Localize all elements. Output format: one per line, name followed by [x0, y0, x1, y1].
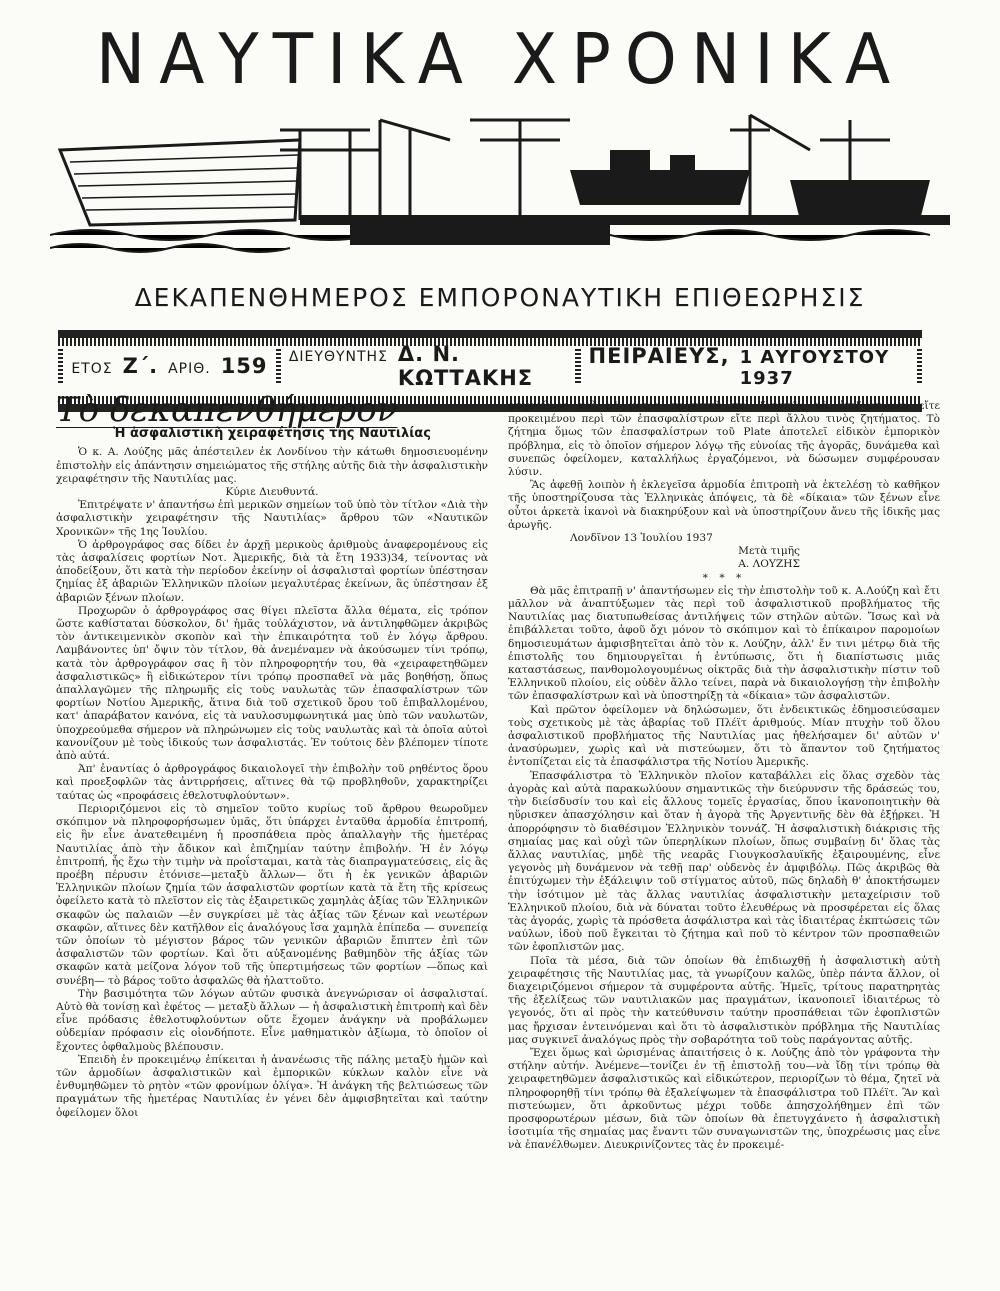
left-column	[56, 390, 488, 1120]
paragraph: Ἐπειδὴ ἐν προκειμένῳ ἐπίκειται ἡ ἀνανέωσις τῆς πάλης μεταξὺ ἡμῶν καὶ τῶν ἁρμοδίων ἀσφαλιστικῶν καὶ ἐμπορικῶν κύκλων καλὸν εἶνε νὰ ἐνθυμηθῶμεν τὸ ρητὸν «τῶν φρονίμων ὀλίγα». Ἡ ἀνάγκη τῆς βελτιώσεως τῶν πραγμάτων τῆς ἡμετέρας Ναυτιλίας ἐν γένει δὲν ἀμφισβητεῖται καὶ ταύτην ὀφείλομεν ὅλοι	[56, 1053, 488, 1119]
paragraph: Τὴν βασιμότητα τῶν λόγων αὐτῶν φυσικὰ ἀνεγνώρισαν οἱ ἀσφαλισταί. Αὐτὸ θὰ τονίσῃ καὶ ἐφέτος — μεταξὺ ἄλλων — ἡ ἀσφαλιστικὴ ἐπιτροπὴ καὶ δὲν εἶνε πρόδασις ἐθελοτυφλούντων οὔτε ἔχομεν ἀνάγκην νὰ προβάλωμεν οὐδεμίαν πρόφασιν εἰς οἱονδήποτε. Εἶνε μαθηματικὸν ἀξίωμα, τὸ ὁποῖον οἱ ἔχοντες ὀφθαλμοὺς βλέπουσιν.	[56, 987, 488, 1053]
paragraph: Ὁ ἀρθρογράφος σας δίδει ἐν ἀρχῇ μερικοὺς ἀριθμοὺς ἀναφερομένους εἰς τὰς ἀσφαλίσεις φορτίων Νοτ. Ἀμερικῆς, διὰ τὰ ἔτη 1933)34, τείνοντας νὰ ἀποδείξουν, ὅτι κατὰ τὴν περίοδον ἐκείνην οἱ ἀσφαλισταὶ φορτίων ὑπέστησαν ζημίας ἐξ ἀβαριῶν Ἑλληνικῶν πλοίων μεγαλυτέρας ἐκείνων, ἃς ὑπέστησαν ἐξ ἀβαριῶν ξένων πλοίων.	[56, 538, 488, 604]
divider	[917, 349, 922, 383]
paragraph: ψυχραίμως καὶ μὲ μέτρα πρακτικὰ καὶ διαρκῶς νὰ ἐπιδιώκωμεν εἴτε προκειμένου περὶ τῶν ἐπασφαλίστρων εἴτε περὶ ἄλλου τινὸς ζητήματος. Τὸ ζήτημα ὅμως τῶν ἐπασφαλίστρων τοῦ Plate ἀποτελεῖ εἰδικὸν ἐμπορικὸν πρόβλημα, εἰς τὸ ὁποῖον σήμερον λόγῳ τῆς εὐνοίας τῆς ἀγορᾶς, δυνάμεθα καὶ συνεπῶς ὀφείλομεν, καταλλήλως ἐργαζόμενοι, νὰ δώσωμεν συμφέρουσαν λύσιν.	[508, 400, 940, 479]
year-value: Ζ΄.	[122, 354, 159, 378]
salutation: Κύριε Διευθυντά.	[225, 486, 319, 499]
paragraph: Ἔχει ὅμως καὶ ὡρισμένας ἀπαιτήσεις ὁ κ. Λούζης ἀπὸ τὸν γράφοντα τὴν στήλην αὐτήν. Ἀνέμενε—τονίζει ἐν τῇ ἐπιστολῇ του—νὰ ἴδῃ τίνι τρόπῳ θὰ χειραφετηθῶμεν ἀσφαλιστικῶς καὶ εἰδικώτερον, περιορίζων τὸ θέμα, ζητεῖ νὰ πληροφορηθῇ τίνι τρόπῳ θὰ ἐξαλείψωμεν τὰ ἐπασφάλιστρα τοῦ Πλέϊτ. Ἂν καὶ πιστεύωμεν, ὅτι ἀρκοῦντως μέχρι τοῦδε ἀπησχολήθημεν ἐπὶ τῶν προσφορωτέρων μέσων, διὰ τῶν ὁποίων θὰ ἐπετυγχάνετο ἡ ἀσφαλιστικὴ ἰσοτιμία τῆς σημαίας μας ἔναντι τῶν συναγωνιστῶν της, ὑποχρέωσις μας εἶνε νὰ ἐπανέλθωμεν. Διευκρινίζοντες τὰς ἐν προκειμέ-	[508, 1046, 940, 1152]
paragraph: Ὁ κ. Α. Λούζης μᾶς ἀπέστειλεν ἐκ Λονδίνου τὴν κάτωθι δημοσιευομένην ἐπιστολὴν εἰς ἀπάντησιν σημειώματος τῆς στήλης αὐτῆς διὰ τὴν ἀσφαλιστικὴν χειραφέτησιν τῆς Ναυτιλίας μας.	[56, 446, 488, 485]
newspaper-title: ΝΑΥΤΙΚΑ ΧΡΟΝΙΚΑ	[95, 19, 905, 100]
signoff-regards: Μετὰ τιμῆς	[738, 545, 800, 558]
director-name: Δ. Ν. ΚΩΤΤΑΚΗΣ	[397, 342, 534, 390]
director-label: ΔΙΕΥΘΥΝΤΗΣ	[288, 349, 388, 365]
paragraph: Καὶ πρῶτον ὀφείλομεν νὰ δηλώσωμεν, ὅτι ἐνδεικτικῶς ἐδημοσιεύσαμεν τοὺς σχετικοὺς μὲ τὰς ἀβαρίας τοῦ Πλέϊτ ἀριθμούς. Μίαν πτυχὴν τοῦ ὅλου ἀσφαλιστικοῦ προβλήματος τῆς Ναυτιλίας μας ἠθελήσαμεν δι' αὐτῶν ν' ἀνασύρωμεν, χωρὶς καὶ νὰ πιστεύωμεν, ὅτι τὸ ἅπαντον τοῦ ζητήματος ἐντοπίζεται εἰς τὰ ἐπασφάλιστρα τῆς Νοτίου Ἀμερικῆς.	[508, 703, 940, 769]
signoff-place: Λονδῖνον 13 Ἰουλίου 1937	[570, 532, 713, 545]
year-label: ΕΤΟΣ	[71, 361, 113, 377]
signoff-name: Α. ΛΟΥΖΗΣ	[738, 558, 800, 571]
paragraph: Ἐπιτρέψατε ν' ἀπαντήσω ἐπὶ μερικῶν σημείων τοῦ ὑπὸ τὸν τίτλον «Διὰ τὴν ἀσφαλιστικὴν χειραφέτησιν τῆς Ναυτιλίας» ἄρθρου τῶν «Ναυτικῶν Χρονικῶν» τῆς 1ης Ἰουλίου.	[56, 499, 488, 538]
harbor-illustration	[50, 110, 950, 260]
section-separator: * * *	[702, 571, 746, 584]
article-heading: Ἡ ἀσφαλιστικὴ χειραφέτησις τῆς Ναυτιλίας	[113, 426, 431, 442]
issue-value: 159	[220, 354, 268, 378]
newspaper-subtitle: ΔΕΚΑΠΕΝΘΗΜΕΡΟΣ ΕΜΠΟΡΟΝΑΥΤΙΚΗ ΕΠΙΘΕΩΡΗΣΙΣ	[134, 283, 866, 312]
paragraph: Ἐπασφάλιστρα τὸ Ἑλληνικὸν πλοῖον καταβάλλει εἰς ὅλας σχεδὸν τὰς ἀγορὰς καὶ αὐτὰ παρακωλύουν σημαντικῶς τὴν διεύρυνσιν τῆς δράσεώς του, τὴν διείσδυσίν του καὶ εἰς ἄλλους τομεῖς ἐργασίας, ὅπου ἱκανοποιητικὴν θὰ ηὕρισκεν ἀπασχόλησιν καὶ ὅταν ἡ ἀγορὰ τῆς Ἀργεντινῆς δὲν θὰ ἐξῄρκει. Ἡ ἀπορρόφησιν τὸ διαθέσιμον Ἑλληνικὸν τοννάζ. Ἡ ἀσφαλιστικὴ διάκρισις τῆς σημαίας μας καὶ οὐχὶ τῶν ὑπερηλίκων πλοίων, ὅπως συμβαίνῃ δι' ὅλας τὰς ἄλλας ναυτιλίας, μηδὲ τῆς νεαρᾶς Γιουγκοσλαυϊκῆς ἐξαιρουμένης, εἶνε γεγονὸς μὴ δυνάμενον νὰ τεθῇ παρ' οὐδενὸς ἐν ἀμφιβόλῳ. Πῶς ἀκριβῶς θὰ ἐπιτύχωμεν τὴν ἐξάλειψιν τοῦ στίγματος αὐτοῦ, πῶς δηλαδὴ θ' ἀποκτήσωμεν τὴν ἰσότιμον μὲ τὰς ἄλλας ναυτιλίας ἀσφαλιστικὴν μεταχείρισιν τοῦ Ἑλληνικοῦ πλοίου, διὰ νὰ δύναται τοῦτο ἐλευθέρως νὰ προσφέρεται εἰς ὅλας τὰς ἀγοράς, χωρὶς τὰ πρόσθετα ἀσφάλιστρα καὶ τὰς ἰδιαιτέρας ἐκπτώσεις τῶν ναύλων, ἰδοὺ ποῦ ἔγκειται τὸ ζήτημα καὶ ποῦ τὸ κέντρον τῶν προσπαθειῶν τῶν ἐφοπλιστῶν μας.	[508, 769, 940, 954]
issue-label: ΑΡΙΘ.	[168, 361, 211, 377]
issue-info-content	[58, 342, 922, 390]
paragraph: Ἀπ' ἐναντίας ὁ ἀρθρογράφος δικαιολογεῖ τὴν ἐπιβολὴν τοῦ ρηθέντος ὅρου καὶ προεξοφλῶν τὰς ἀντιρρήσεις, αἵτινες θὰ τῷ προβληθοῦν, χαρακτηρίζει ταύτας ὡς «προφάσεις ἐθελοτυφλούντων».	[56, 763, 488, 802]
director-info	[281, 342, 575, 390]
paragraph: Ποῖα τὰ μέσα, διὰ τῶν ὁποίων θὰ ἐπιδιωχθῇ ἡ ἀσφαλιστικὴ αὐτὴ χειραφέτησις τῆς Ναυτιλίας μας, τὰ γνωρίζουν καλῶς, ὑπὲρ πάντα ἄλλον, οἱ διαχειριζόμενοι σήμερον τὰ συμφέροντα αὐτῆς. Ἡμεῖς, τρίτους παρατηρητὰς τῆς ἐξελίξεως τῶν ναυτιλιακῶν μας πραγμάτων, ἱκανοποιεῖ ἰδιαιτέρως τὸ γεγονός, ὅτι αἱ πρὸς τὴν κατεύθυνσιν ταύτην προσπάθειαι τῶν ἐφοπλιστῶν μας ἤρχισαν ἐντεινόμεναι καὶ ὅτι τὸ ἀσφαλιστικὸν πρόβλημα τῆς Ναυτιλίας μας συγκινεῖ ἀναλόγως πρὸς τὴν σοβαρότητα τοῦ τοὺς παράγοντας αὐτῆς.	[508, 954, 940, 1046]
place: ΠΕΙΡΑΙΕΥΣ,	[588, 343, 730, 368]
paragraph: Θὰ μᾶς ἐπιτραπῇ ν' ἀπαντήσωμεν εἰς τὴν ἐπιστολὴν τοῦ κ. Α.Λούζη καὶ ἔτι μᾶλλον νὰ ἀναπτύξωμεν τὰς περὶ τοῦ ἀσφαλιστικοῦ προβλήματος τῆς Ναυτιλίας μας διατυπωθείσας ἀντιλήψεις τῶν στηλῶν αὐτῶν. Ἴσως καὶ νὰ ἐπιβάλλεται τοῦτο, ἀφοῦ ὄχι μόνον τὸ σκόπιμον καὶ τὸ ἐπίκαιρον παρομοίων δημοσιευμάτων ἀμφισβητεῖται ἀπὸ τὸν κ. Λούζην, ἀλλ' ἔν τινι μέτρῳ διὰ τῆς ἐπιστολῆς του δημιουργεῖται ἡ ἐντύπωσις, ὅτι ἡ διαπίστωσις μιᾶς καταστάσεως, πανθομολογουμένως οἰκτρᾶς διὰ τὴν ἀσφαλιστικὴν πίστιν τοῦ Ἑλληνικοῦ πλοίου, εἰς οὐδὲν ἄλλο τείνει, παρὰ νὰ δικαιολογήσῃ τὴν ἐπιβολὴν τῶν ἐπασφαλίστρων καὶ νὰ ὑποστηρίξῃ τὰ «δίκαια» τῶν ἀσφαλιστῶν.	[508, 584, 940, 703]
place-date	[581, 344, 917, 389]
paragraph: Ἂς ἀφεθῇ λοιπὸν ἡ ἐκλεγεῖσα ἁρμοδία ἐπιτροπὴ νὰ ἐκτελέσῃ τὸ καθῆκον τῆς ὑποστηρίζουσα τὰς Ἑλληνικὰς ἀπόψεις, τὰ δὲ «δίκαια» τῶν ξένων εἶνε οὗτοι ἀρκετὰ ἱκανοὶ νὰ διακηρύξουν καὶ νὰ ὑποστηρίζουν ἄνευ τῆς ἰδικῆς μας ἀρωγῆς.	[508, 479, 940, 531]
paragraph: Περιοριζόμενοι εἰς τὸ σημεῖον τοῦτο κυρίως τοῦ ἄρθρου θεωροῦμεν σκόπιμον νὰ πληροφορήσωμεν ὑμᾶς, ὅτι ὑπάρχει ἐνταῦθα ἁρμοδία ἐπιτροπή, εἰς ἣν εἶνε ἀνατεθειμένη ἡ προσπάθεια πρὸς ἀπαλλαγὴν τῆς ἡμετέρας Ναυτιλίας ἀπὸ τὴν ἄδικον καὶ ἐπιζημίαν ταύτην ἐπιβολήν. Ἡ ἐν λόγῳ ἐπιτροπή, ἧς ἔχω τὴν τιμὴν νὰ προΐσταμαι, κατὰ τὰς διαπραγματεύσεις, εἰς ἃς προέβη πέρυσιν ἐτόνισε—μεταξὺ ἄλλων— ὅτι ἡ ἐκ γενικῶν ἀβαριῶν Ἑλληνικῶν πλοίων ζημία τῶν ἀσφαλιστῶν φορτίων κατὰ τὰ ἔτη τῆς κρίσεως ὀφείλετο κατὰ τὸ πλεῖστον εἰς τὰς ἐξαιρετικῶς χαμηλὰς ἀξίας τῶν Ἑλληνικῶν σκαφῶν ὡς παλαιῶν —ἐν συγκρίσει μὲ τὰς ἀξίας τῶν ξένων καὶ νεωτέρων σκαφῶν, αἵτινες δὲν κατῆλθον εἰς ἀναλόγους ἴσα χαμηλὰ ἐπίπεδα — συνεπείᾳ τῶν ὁποίων τὸ μέγιστον βάρος τῶν γενικῶν ἀβαριῶν ἔπιπτεν ἐπὶ τῶν ἀσφαλιστῶν τῶν φορτίων. Καὶ ὅτι αὐξανομένης βαθμηδὸν τῆς ἀξίας τῶν σκαφῶν κατὰ μείζονα λόγον τοῦ τῆς ὑπερτιμήσεως τῶν φορτίων —ὅπως καὶ συνέβη— τὸ βάρος τοῦτο ἀσφαλῶς θὰ ἠλαττοῦτο.	[56, 802, 488, 987]
masthead	[40, 20, 960, 100]
paragraph: Προχωρῶν ὁ ἀρθρογράφος σας θίγει πλεῖστα ἄλλα θέματα, εἰς τρόπον ὥστε καθίσταται δύσκολον, δι' ἡμᾶς τοὐλάχιστον, νὰ ἀντιληφθῶμεν ἀκριβῶς τὸν ἀντικειμενικὸν σκοπὸν καὶ τὴν ἐπικαιρότητα τοῦ ἐν λόγῳ ἄρθρου. Λαμβάνοντες ὑπ' ὄψιν τὸν τίτλον, θὰ ἀνεμέναμεν νὰ ἀκούσωμεν τίνι τρόπῳ, κατὰ τὸν ἀρθρογράφον σας ἢ τὸν πληροφορητήν του, θὰ «χειραφετηθῶμεν ἀσφαλιστικῶς» ἢ εἰδικώτερον τίνι τρόπῳ προσπαθεῖ νὰ μᾶς βοηθήσῃ, ὅπως ἀπαλλαγῶμεν τῆς πληρωμῆς εἰς τοὺς ναυλωτὰς τῶν ἐπασφαλίστρων τῶν φορτίων Νοτίου Ἀμερικῆς, ἅτινα διὰ τοῦ σχετικοῦ ὅρου τοῦ ἐπιβαλλομένου, κατ' ἀπαράβατον κανόνα, εἰς τὰ ναυλοσυμφωνητικά μας ὑπὸ τῶν ναυλωτῶν, ὑποχρεούμεθα σήμερον νὰ πληρώνωμεν εἰς τοὺς ναυλωτὰς καὶ τὰ ὁποῖα αὐτοὶ κανονίζουν μὲ τοὺς ἰδικούς των ἀσφαλιστάς. Ἐν τούτοις δὲν βλέπομεν τίποτε ἀπὸ αὐτά.	[56, 604, 488, 763]
date: 1 ΑΥΓΟΥΣΤΟΥ 1937	[739, 346, 890, 389]
issue-year-number	[63, 354, 275, 378]
right-column	[508, 400, 940, 1153]
section-title: Τὸ δεκαπενθήμερον	[56, 390, 398, 430]
